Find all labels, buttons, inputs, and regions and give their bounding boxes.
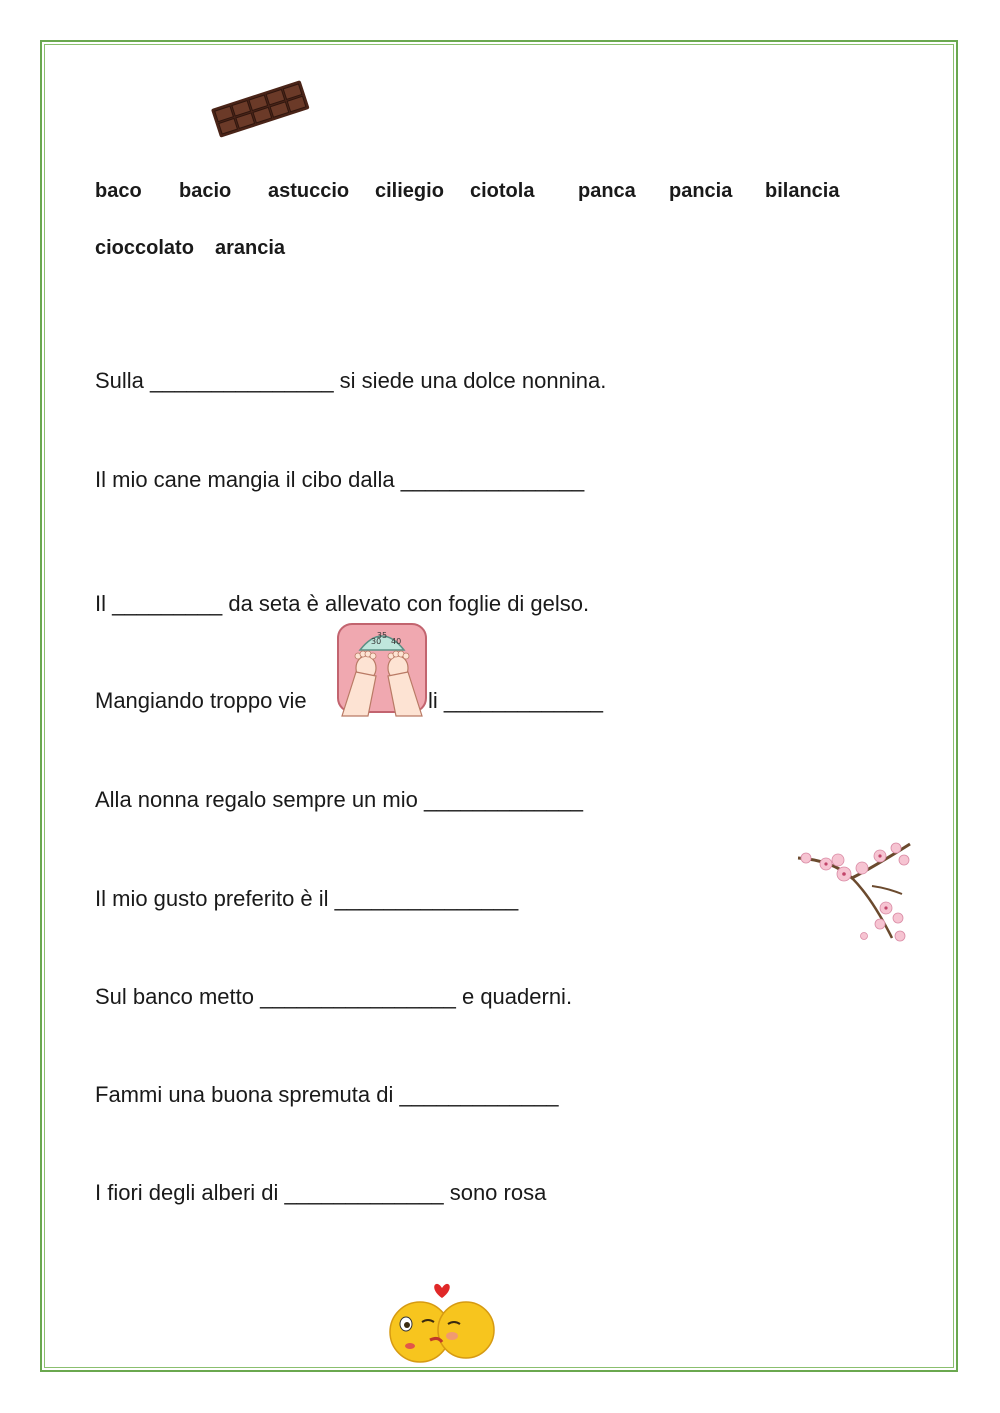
scale-number-40: 40	[391, 637, 402, 646]
bathroom-scale-icon	[334, 620, 430, 720]
cherry-blossom-icon	[792, 838, 920, 948]
word-arancia: arancia	[215, 237, 286, 259]
word-bilancia: bilancia	[765, 180, 840, 202]
sentence-1: Sulla _______________ si siede una dolce nonnina.	[95, 368, 607, 393]
word-ciotola: ciotola	[470, 180, 535, 202]
sentence-9: I fiori degli alberi di _____________ sono rosa	[95, 1180, 547, 1205]
word-panca: panca	[578, 180, 636, 202]
sentence-3: Il _________ da seta è allevato con foglie di gelso.	[95, 591, 590, 616]
sentence-2: Il mio cane mangia il cibo dalla _______________	[95, 467, 585, 492]
word-astuccio: astuccio	[268, 180, 350, 202]
scale-number-35: 35	[376, 631, 388, 640]
kissing-emoji-icon	[386, 1266, 500, 1370]
sentence-6: Il mio gusto preferito è il _______________	[95, 886, 519, 911]
word-bacio: bacio	[179, 180, 232, 202]
sentence-4-start: Mangiando troppo vie	[95, 688, 307, 713]
word-ciliegio: ciliegio	[375, 180, 444, 202]
sentence-5: Alla nonna regalo sempre un mio _____________	[95, 787, 584, 812]
sentence-7: Sul banco metto ________________ e quaderni.	[95, 984, 573, 1009]
scale-number-30: 30	[371, 637, 382, 646]
word-pancia: pancia	[669, 180, 733, 202]
sentence-4-end: li _____________	[428, 688, 603, 713]
chocolate-bar-icon	[205, 78, 315, 138]
word-cioccolato: cioccolato	[95, 237, 194, 259]
sentence-8: Fammi una buona spremuta di _____________	[95, 1082, 559, 1107]
word-baco: baco	[95, 180, 142, 202]
